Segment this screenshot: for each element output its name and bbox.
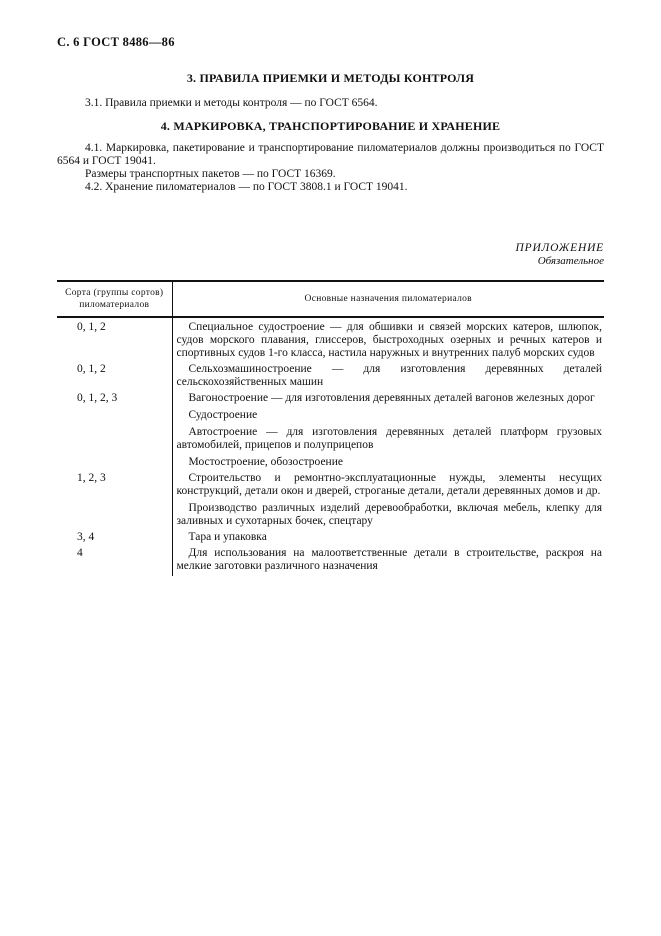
table-row: [57, 317, 604, 360]
use-paragraph: Строительство и ремонтно-эксплуатационные нужды, элементы несущих конструкций, детали окон и дверей, строганые детали, детали деревянных домов и др.: [176, 472, 602, 497]
uses-cell: [172, 469, 604, 528]
table-row: [57, 544, 604, 576]
grades-cell: 4: [57, 544, 172, 576]
appendix-subtitle: Обязательное: [537, 255, 604, 267]
section-3-heading: 3. ПРАВИЛА ПРИЕМКИ И МЕТОДЫ КОНТРОЛЯ: [186, 71, 475, 85]
uses-cell: [172, 389, 604, 469]
grades-cell: 0, 1, 2: [57, 360, 172, 389]
use-paragraph: Автостроение — для изготовления деревянных деталей платформ грузовых автомобилей, прицепов и полуприцепов: [176, 426, 602, 451]
appendix-table: [57, 280, 604, 576]
paragraph-4-1: 4.1. Маркировка, пакетирование и транспортирование пиломатериалов должны производиться по ГОСТ 6564 и ГОСТ 19041.: [57, 142, 604, 167]
grades-cell: 0, 1, 2, 3: [57, 389, 172, 469]
table-header-row: [57, 281, 604, 317]
grades-cell: 3, 4: [57, 528, 172, 544]
table-row: [57, 360, 604, 389]
paragraph-4-1b: Размеры транспортных пакетов — по ГОСТ 16369.: [85, 168, 336, 180]
use-paragraph: Тара и упаковка: [188, 531, 267, 543]
uses-cell: [172, 544, 604, 576]
appendix-block: [57, 242, 604, 268]
use-paragraph: Судостроение: [188, 409, 258, 421]
use-paragraph: Специальное судостроение — для обшивки и связей морских катеров, шлюпок, судов морского плавания, глиссеров, быстроходных озерных и речных катеров и спортивных судов 1-го класса, настила наружных и внутренних палуб морских судов: [176, 321, 602, 359]
table-row: [57, 528, 604, 544]
table-header-uses: Основные назначения пиломатериалов: [172, 281, 604, 317]
table-row: [57, 389, 604, 469]
use-paragraph: Мостостроение, обозостроение: [188, 456, 343, 468]
use-paragraph: Для использования на малоответственные детали в строительстве, раскроя на мелкие заготовки различного назначения: [176, 547, 602, 572]
uses-cell: [172, 360, 604, 389]
grades-cell: 0, 1, 2: [57, 317, 172, 360]
table-header-grades: Сорта (группы сортов) пиломатериалов: [57, 281, 172, 317]
uses-cell: [172, 528, 604, 544]
paragraph-3-1: 3.1. Правила приемки и методы контроля — по ГОСТ 6564.: [85, 97, 378, 109]
section-4-body: [57, 142, 604, 194]
appendix-title: ПРИЛОЖЕНИЕ: [515, 242, 604, 254]
use-paragraph: Сельхозмашиностроение — для изготовления деревянных деталей сельскохозяйственных машин: [176, 363, 602, 388]
grades-cell: 1, 2, 3: [57, 469, 172, 528]
table-row: [57, 469, 604, 528]
section-4-heading: 4. МАРКИРОВКА, ТРАНСПОРТИРОВАНИЕ И ХРАНЕНИЕ: [160, 119, 501, 133]
page-header: С. 6 ГОСТ 8486—86: [57, 35, 175, 49]
use-paragraph: Производство различных изделий деревообработки, включая мебель, клепку для заливных и сухотарных бочек, спецтару: [176, 502, 602, 527]
use-paragraph: Вагоностроение — для изготовления деревянных деталей вагонов железных дорог: [188, 392, 595, 404]
paragraph-4-2: 4.2. Хранение пиломатериалов — по ГОСТ 3808.1 и ГОСТ 19041.: [85, 181, 408, 193]
uses-cell: [172, 317, 604, 360]
